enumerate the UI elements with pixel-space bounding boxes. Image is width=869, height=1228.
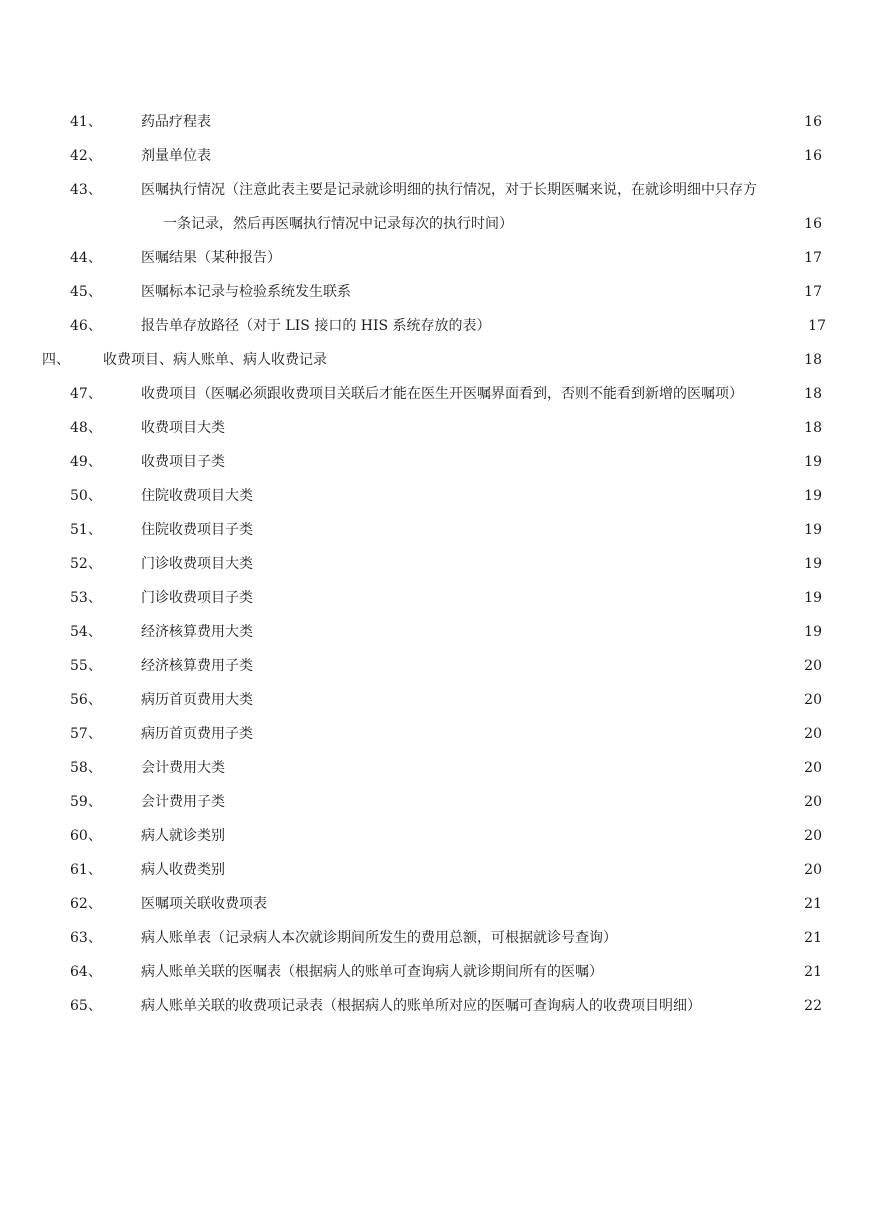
toc-entry-page-number: 17 xyxy=(808,318,826,334)
table-of-contents xyxy=(0,111,869,1029)
toc-entry-page-number: 19 xyxy=(804,522,822,538)
toc-entry-number: 56、 xyxy=(70,692,102,708)
toc-entry-title: 剂量单位表 xyxy=(141,148,211,164)
toc-entry-page-number: 21 xyxy=(804,896,822,912)
toc-entry-title: 病人收费类别 xyxy=(141,862,225,878)
toc-entry[interactable] xyxy=(0,145,869,179)
toc-entry-page-number: 19 xyxy=(804,624,822,640)
toc-entry-title: 住院收费项目子类 xyxy=(141,522,253,538)
toc-entry-number: 41、 xyxy=(70,114,102,130)
toc-entry-title: 医嘱标本记录与检验系统发生联系 xyxy=(141,284,351,300)
toc-entry[interactable] xyxy=(0,553,869,587)
toc-entry[interactable] xyxy=(0,519,869,553)
toc-entry-number: 48、 xyxy=(70,420,102,436)
toc-entry-page-number: 22 xyxy=(804,998,822,1014)
toc-entry[interactable] xyxy=(0,417,869,451)
toc-entry-page-number: 17 xyxy=(804,250,822,266)
toc-entry-title: 报告单存放路径（对于 LIS 接口的 HIS 系统存放的表） xyxy=(141,318,491,334)
toc-entry-number: 42、 xyxy=(70,148,102,164)
toc-entry-page-number: 19 xyxy=(804,590,822,606)
toc-entry[interactable] xyxy=(0,485,869,519)
toc-entry-number: 60、 xyxy=(70,828,102,844)
toc-entry[interactable] xyxy=(0,995,869,1029)
toc-entry-page-number: 19 xyxy=(804,488,822,504)
toc-entry[interactable] xyxy=(0,383,869,417)
toc-entry-page-number: 20 xyxy=(804,726,822,742)
toc-entry[interactable] xyxy=(0,689,869,723)
toc-entry-title: 病人就诊类别 xyxy=(141,828,225,844)
toc-entry-page-number: 21 xyxy=(804,930,822,946)
toc-entry-number: 46、 xyxy=(70,318,102,334)
toc-entry-page-number: 19 xyxy=(804,556,822,572)
toc-entry[interactable] xyxy=(0,587,869,621)
toc-entry-page-number: 20 xyxy=(804,658,822,674)
toc-entry[interactable] xyxy=(0,757,869,791)
toc-entry[interactable] xyxy=(0,451,869,485)
toc-entry-title: 会计费用子类 xyxy=(141,794,225,810)
toc-entry-number: 53、 xyxy=(70,590,102,606)
toc-entry-number: 65、 xyxy=(70,998,102,1014)
toc-entry-page-number: 16 xyxy=(804,216,822,232)
toc-entry-title: 收费项目子类 xyxy=(141,454,225,470)
toc-entry-number: 43、 xyxy=(70,182,102,198)
toc-entry-number: 44、 xyxy=(70,250,102,266)
toc-entry[interactable] xyxy=(0,961,869,995)
toc-entry-page-number: 16 xyxy=(804,114,822,130)
toc-entry-title: 住院收费项目大类 xyxy=(141,488,253,504)
toc-entry-number: 59、 xyxy=(70,794,102,810)
toc-entry-title: 病人账单关联的收费项记录表（根据病人的账单所对应的医嘱可查询病人的收费项目明细） xyxy=(141,998,701,1014)
toc-entry[interactable] xyxy=(0,247,869,281)
toc-entry-title: 病历首页费用子类 xyxy=(141,726,253,742)
toc-entry-page-number: 20 xyxy=(804,794,822,810)
toc-entry[interactable] xyxy=(0,859,869,893)
toc-entry-page-number: 18 xyxy=(804,386,822,402)
toc-entry-number: 61、 xyxy=(70,862,102,878)
toc-entry-number: 50、 xyxy=(70,488,102,504)
toc-entry-number: 四、 xyxy=(42,352,70,368)
toc-entry-title: 医嘱结果（某种报告） xyxy=(141,250,281,266)
toc-entry-title: 病历首页费用大类 xyxy=(141,692,253,708)
toc-entry[interactable] xyxy=(0,179,869,247)
toc-entry-title: 门诊收费项目子类 xyxy=(141,590,253,606)
toc-entry-number: 55、 xyxy=(70,658,102,674)
toc-entry-page-number: 20 xyxy=(804,862,822,878)
toc-entry-page-number: 18 xyxy=(804,352,822,368)
toc-entry-number: 45、 xyxy=(70,284,102,300)
toc-entry-title: 会计费用大类 xyxy=(141,760,225,776)
toc-entry-title: 医嘱项关联收费项表 xyxy=(141,896,267,912)
toc-entry-title: 经济核算费用大类 xyxy=(141,624,253,640)
toc-entry[interactable] xyxy=(0,281,869,315)
toc-entry-number: 47、 xyxy=(70,386,102,402)
toc-entry-title: 病人账单表（记录病人本次就诊期间所发生的费用总额，可根据就诊号查询） xyxy=(141,930,617,946)
toc-entry[interactable] xyxy=(0,825,869,859)
toc-entry-page-number: 20 xyxy=(804,692,822,708)
toc-entry-title: 收费项目（医嘱必须跟收费项目关联后才能在医生开医嘱界面看到，否则不能看到新增的医嘱项） xyxy=(141,386,743,402)
toc-entry[interactable] xyxy=(0,315,869,349)
toc-entry-number: 57、 xyxy=(70,726,102,742)
toc-entry-number: 62、 xyxy=(70,896,102,912)
toc-entry-page-number: 18 xyxy=(804,420,822,436)
toc-entry[interactable] xyxy=(0,893,869,927)
toc-entry-number: 63、 xyxy=(70,930,102,946)
toc-entry[interactable] xyxy=(0,791,869,825)
toc-entry-title: 药品疗程表 xyxy=(141,114,211,130)
toc-entry-number: 64、 xyxy=(70,964,102,980)
toc-entry-title-continuation: 一条记录，然后再医嘱执行情况中记录每次的执行时间） xyxy=(163,216,513,232)
toc-section-heading[interactable] xyxy=(0,349,869,383)
toc-entry-title: 病人账单关联的医嘱表（根据病人的账单可查询病人就诊期间所有的医嘱） xyxy=(141,964,603,980)
toc-entry-title: 收费项目大类 xyxy=(141,420,225,436)
toc-entry-title: 收费项目、病人账单、病人收费记录 xyxy=(103,352,327,368)
toc-entry-number: 54、 xyxy=(70,624,102,640)
toc-entry-title: 经济核算费用子类 xyxy=(141,658,253,674)
toc-entry-title: 医嘱执行情况（注意此表主要是记录就诊明细的执行情况，对于长期医嘱来说，在就诊明细中只存方 xyxy=(141,182,757,198)
toc-entry[interactable] xyxy=(0,621,869,655)
toc-entry-page-number: 20 xyxy=(804,828,822,844)
toc-entry[interactable] xyxy=(0,723,869,757)
toc-entry[interactable] xyxy=(0,655,869,689)
toc-entry-number: 49、 xyxy=(70,454,102,470)
toc-entry-number: 51、 xyxy=(70,522,102,538)
toc-entry-page-number: 21 xyxy=(804,964,822,980)
toc-entry-number: 52、 xyxy=(70,556,102,572)
toc-entry-page-number: 16 xyxy=(804,148,822,164)
toc-entry-number: 58、 xyxy=(70,760,102,776)
toc-entry[interactable] xyxy=(0,927,869,961)
toc-entry[interactable] xyxy=(0,111,869,145)
toc-entry-page-number: 20 xyxy=(804,760,822,776)
toc-entry-page-number: 17 xyxy=(804,284,822,300)
toc-entry-page-number: 19 xyxy=(804,454,822,470)
toc-entry-title: 门诊收费项目大类 xyxy=(141,556,253,572)
